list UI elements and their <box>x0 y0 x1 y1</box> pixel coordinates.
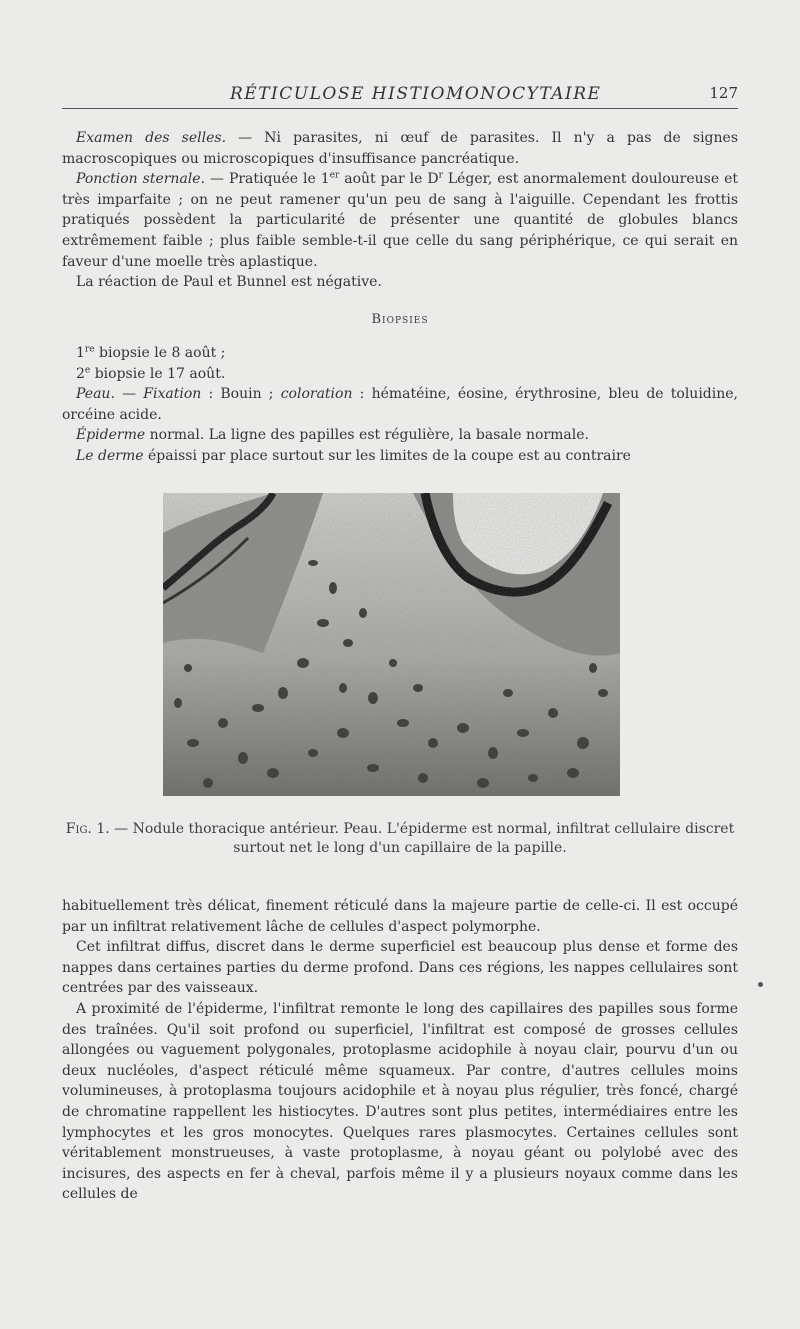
epiderme-text: normal. La ligne des papilles est régulière, la basale normale. <box>145 427 589 444</box>
biopsies-block <box>62 343 738 467</box>
paragraph-ponction <box>62 169 738 272</box>
paragraph-derme <box>62 446 738 467</box>
peau-dash: — <box>114 386 144 403</box>
header-rule <box>62 108 738 109</box>
biopsy-1 <box>62 343 738 364</box>
paragraph-continuation: habituellement très délicat, finement réticulé dans la majeure partie de celle-ci. Il est occupé par un infiltrat relativement lâche de cellules d'aspect polymorphe. <box>62 898 738 935</box>
biopsy-1-text: biopsie le 8 août ; <box>94 345 226 361</box>
paragraph-selles <box>62 128 738 169</box>
fixation-label: Fixation <box>143 386 202 403</box>
coloration-text: : hématéine, éosine, érythrosine, bleu de toluidine, orcéine acide. <box>62 386 738 423</box>
page-header <box>62 84 738 112</box>
micrograph-image <box>163 493 620 796</box>
bottom-text-block <box>62 896 738 1205</box>
ponction-text-b: août par le D <box>339 171 439 188</box>
biopsy-1-number: 1 <box>76 345 85 361</box>
paragraph-proximite: A proximité de l'épiderme, l'infiltrat remonte le long des capillaires des papilles sous forme des traînées. Qu'il soit profond ou superficiel, l'infiltrat est composé de grosses cellules allongées ou vaguement polygonales, protoplasme acidophile à noyau clair, pourvu d'un ou deux nucléoles, d'aspect réticulé même squameux. Par contre, d'autres cellules moins volumineuses, à protoplasma toujours acidophile et à noyau plus régulier, très foncé, chargé de chromatine rappellent les histiocytes. D'autres sont plus petites, intermédiaires entre les lymphocytes et les gros monocytes. Quelques rares plasmocytes. Certaines cellules sont véritablement monstrueuses, à vaste protoplasme, à noyau géant ou polylobé avec des incisures, des aspects en fer à cheval, parfois même il y a plusieurs noyaux comme dans les cellules de <box>62 1000 738 1203</box>
peau-label: Peau. <box>76 386 115 403</box>
epiderme-label: Épiderme <box>76 427 146 444</box>
paragraph-peau <box>62 384 738 425</box>
biopsy-2-number: 2 <box>76 365 85 382</box>
ponction-sup2: r <box>438 170 443 181</box>
paragraph-paul-bunnel: La réaction de Paul et Bunnel est négative. <box>76 274 382 291</box>
paragraph-infiltrat: Cet infiltrat diffus, discret dans le derme superficiel est beaucoup plus dense et forme des nappes dans certaines parties du derme profond. Dans ces régions, les nappes cellulaires sont centrées par des vaisseaux. <box>62 939 738 997</box>
page-number: 127 <box>709 84 738 102</box>
biopsy-1-sup: re <box>84 344 95 355</box>
paragraph-epiderme <box>62 425 738 446</box>
ponction-text-c: Léger, est anormalement douloureuse et très imparfaite ; on ne peut ramener qu'un peu de sang à l'aiguille. Cependant les frottis pratiqués possèdent la particularité de présenter une quantité de globules blancs extrêmement faible ; plus faible semble-t-il que celle du sang périphérique, ce qui serait en faveur d'une moelle très aplastique. <box>62 171 738 270</box>
section-title-biopsies: Biopsies <box>371 312 429 327</box>
caption-prefix: Fig. 1. <box>65 821 110 837</box>
running-title: RÉTICULOSE HISTIOMONOCYTAIRE <box>230 84 602 104</box>
biopsy-2 <box>62 364 738 385</box>
derme-text: épaissi par place surtout sur les limites de la coupe est au contraire <box>143 447 631 464</box>
biopsy-2-text: biopsie le 17 août. <box>90 365 226 382</box>
caption-text: — Nodule thoracique antérieur. Peau. L'épiderme est normal, infiltrat cellulaire discret surtout net le long d'un capillaire de la papille. <box>109 821 735 856</box>
top-text-block <box>62 128 738 293</box>
selles-text: — Ni parasites, ni œuf de parasites. Il n'y a pas de signes macroscopiques ou microscopiques d'insuffisance pancréatique. <box>62 130 739 167</box>
histology-micrograph <box>163 493 620 796</box>
print-speck <box>758 982 763 987</box>
ponction-sup: er <box>329 170 340 181</box>
figure-caption <box>62 820 738 858</box>
ponction-label: Ponction sternale. <box>76 171 206 188</box>
selles-label: Examen des selles. <box>76 130 227 146</box>
fixation-text: : Bouin ; <box>201 386 281 403</box>
ponction-text-a: — Pratiquée le 1 <box>205 171 330 188</box>
derme-label: Le derme <box>76 447 144 464</box>
biopsy-2-sup: e <box>84 364 91 375</box>
coloration-label: coloration <box>280 386 353 403</box>
